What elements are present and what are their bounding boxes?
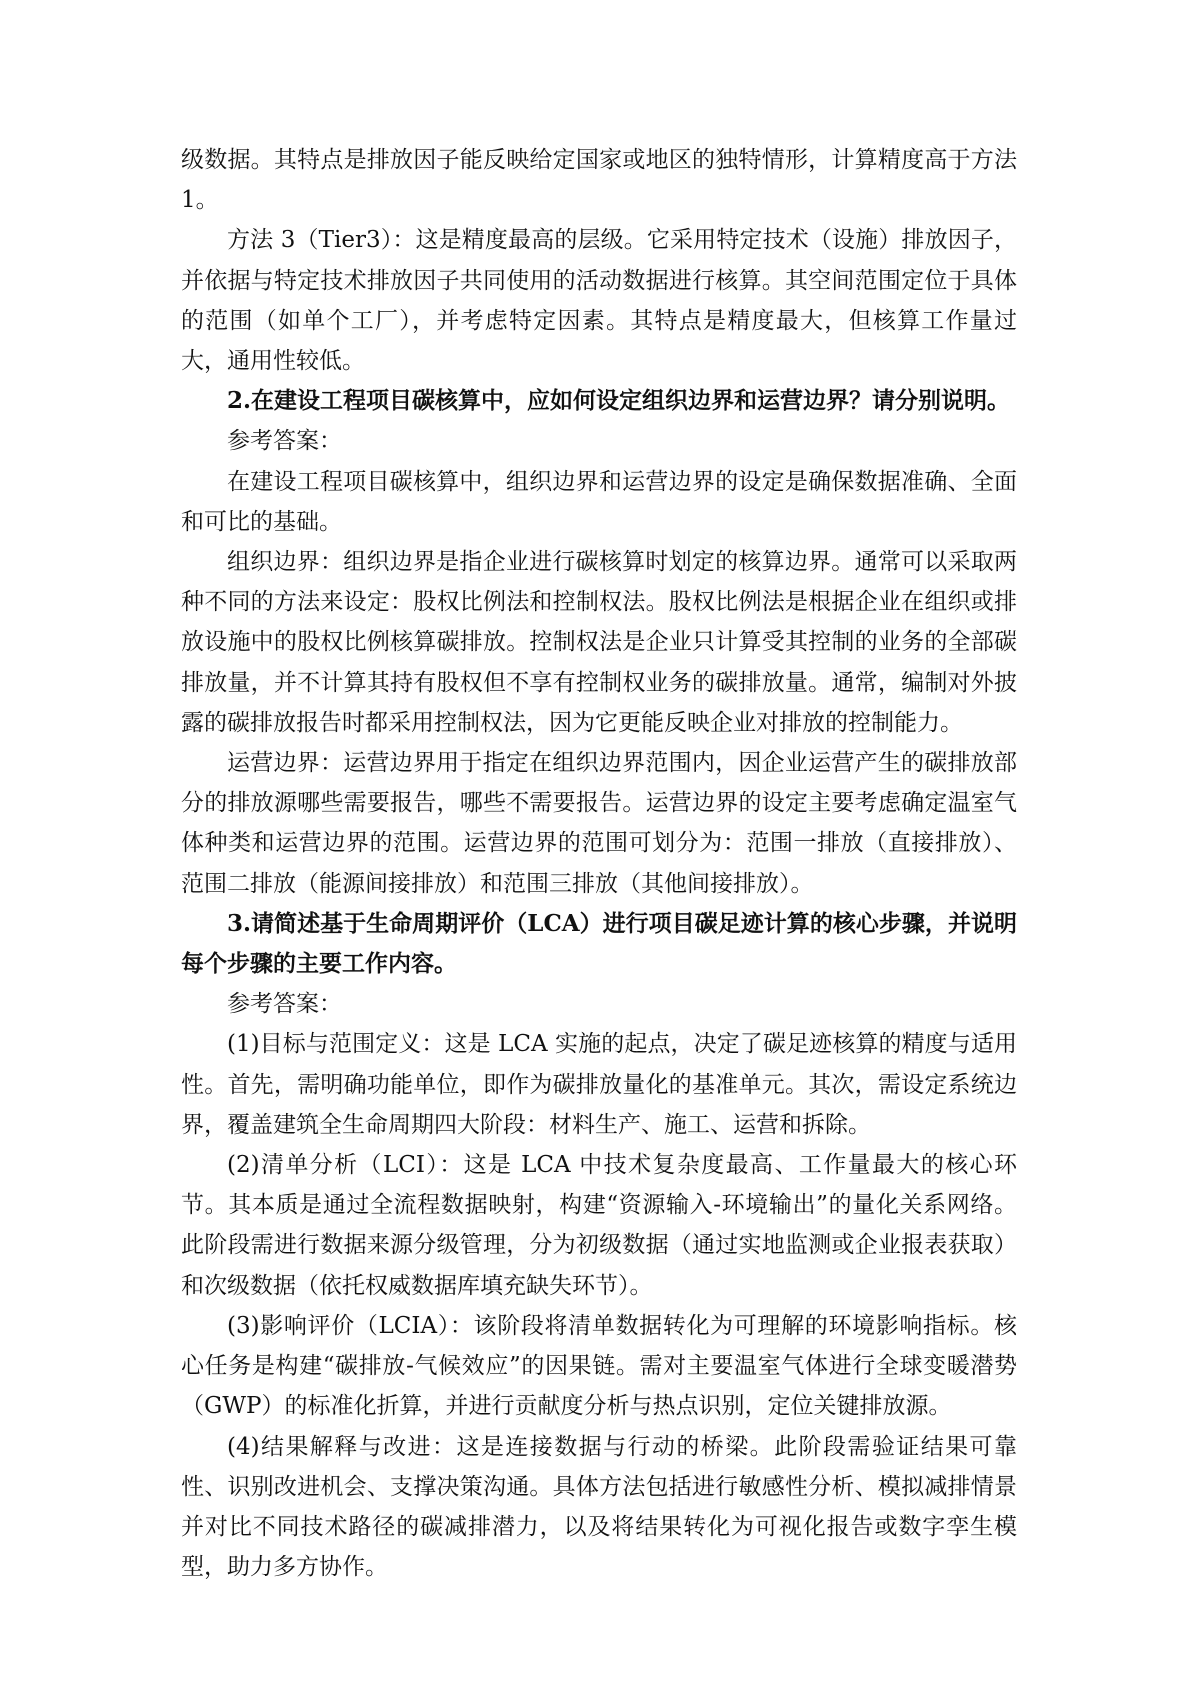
paragraph-tier3: 方法 3（Tier3）：这是精度最高的层级。它采用特定技术（设施）排放因子，并依据与特定技术排放因子共同使用的活动数据进行核算。其空间范围定位于具体的范围（如单个工厂），并考虑特定因素。其特点是精度最大，但核算工作量过大，通用性较低。	[181, 227, 1017, 375]
answer-label-2: 参考答案：	[227, 428, 342, 455]
answer-label-3: 参考答案：	[227, 991, 342, 1018]
paragraph-lca-step-2: (2)清单分析（LCI）：这是 LCA 中技术复杂度最高、工作量最大的核心环节。其本质是通过全流程数据映射，构建“资源输入-环境输出”的量化关系网络。此阶段需进行数据来源分级管理，分为初级数据（通过实地监测或企业报表获取）和次级数据（依托权威数据库填充缺失环节）。	[181, 1152, 1017, 1299]
document-body	[181, 140, 1017, 1587]
question-3-heading: 3.请简述基于生命周期评价（LCA）进行项目碳足迹计算的核心步骤，并说明每个步骤的主要工作内容。	[181, 909, 1017, 978]
paragraph-lca-step-1: (1)目标与范围定义：这是 LCA 实施的起点，决定了碳足迹核算的精度与适用性。首先，需明确功能单位，即作为碳排放量化的基准单元。其次，需设定系统边界，覆盖建筑全生命周期四大阶段：材料生产、施工、运营和拆除。	[181, 1031, 1017, 1138]
paragraph-tier2-continuation: 级数据。其特点是排放因子能反映给定国家或地区的独特情形，计算精度高于方法 1。	[181, 147, 1017, 214]
question-2-heading: 2.在建设工程项目碳核算中，应如何设定组织边界和运营边界？请分别说明。	[227, 387, 1011, 415]
paragraph-lca-step-3: (3)影响评价（LCIA）：该阶段将清单数据转化为可理解的环境影响指标。核心任务是构建“碳排放-气候效应”的因果链。需对主要温室气体进行全球变暖潜势（GWP）的标准化折算，并进行贡献度分析与热点识别，定位关键排放源。	[181, 1312, 1017, 1420]
paragraph-operational-boundary: 运营边界：运营边界用于指定在组织边界范围内，因企业运营产生的碳排放部分的排放源哪些需要报告，哪些不需要报告。运营边界的设定主要考虑确定温室气体种类和运营边界的范围。运营边界的范围可划分为：范围一排放（直接排放）、范围二排放（能源间接排放）和范围三排放（其他间接排放）。	[181, 750, 1017, 897]
paragraph-lca-step-4: (4)结果解释与改进：这是连接数据与行动的桥梁。此阶段需验证结果可靠性、识别改进机会、支撑决策沟通。具体方法包括进行敏感性分析、模拟减排情景并对比不同技术路径的碳减排潜力，以及将结果转化为可视化报告或数字孪生模型，助力多方协作。	[181, 1433, 1017, 1581]
paragraph-organizational-boundary: 组织边界：组织边界是指企业进行碳核算时划定的核算边界。通常可以采取两种不同的方法来设定：股权比例法和控制权法。股权比例法是根据企业在组织或排放设施中的股权比例核算碳排放。控制权法是企业只计算受其控制的业务的全部碳排放量，并不计算其持有股权但不享有控制权业务的碳排放量。通常，编制对外披露的碳排放报告时都采用控制权法，因为它更能反映企业对排放的控制能力。	[181, 549, 1017, 736]
paragraph-boundary-intro: 在建设工程项目碳核算中，组织边界和运营边界的设定是确保数据准确、全面和可比的基础。	[181, 468, 1017, 535]
